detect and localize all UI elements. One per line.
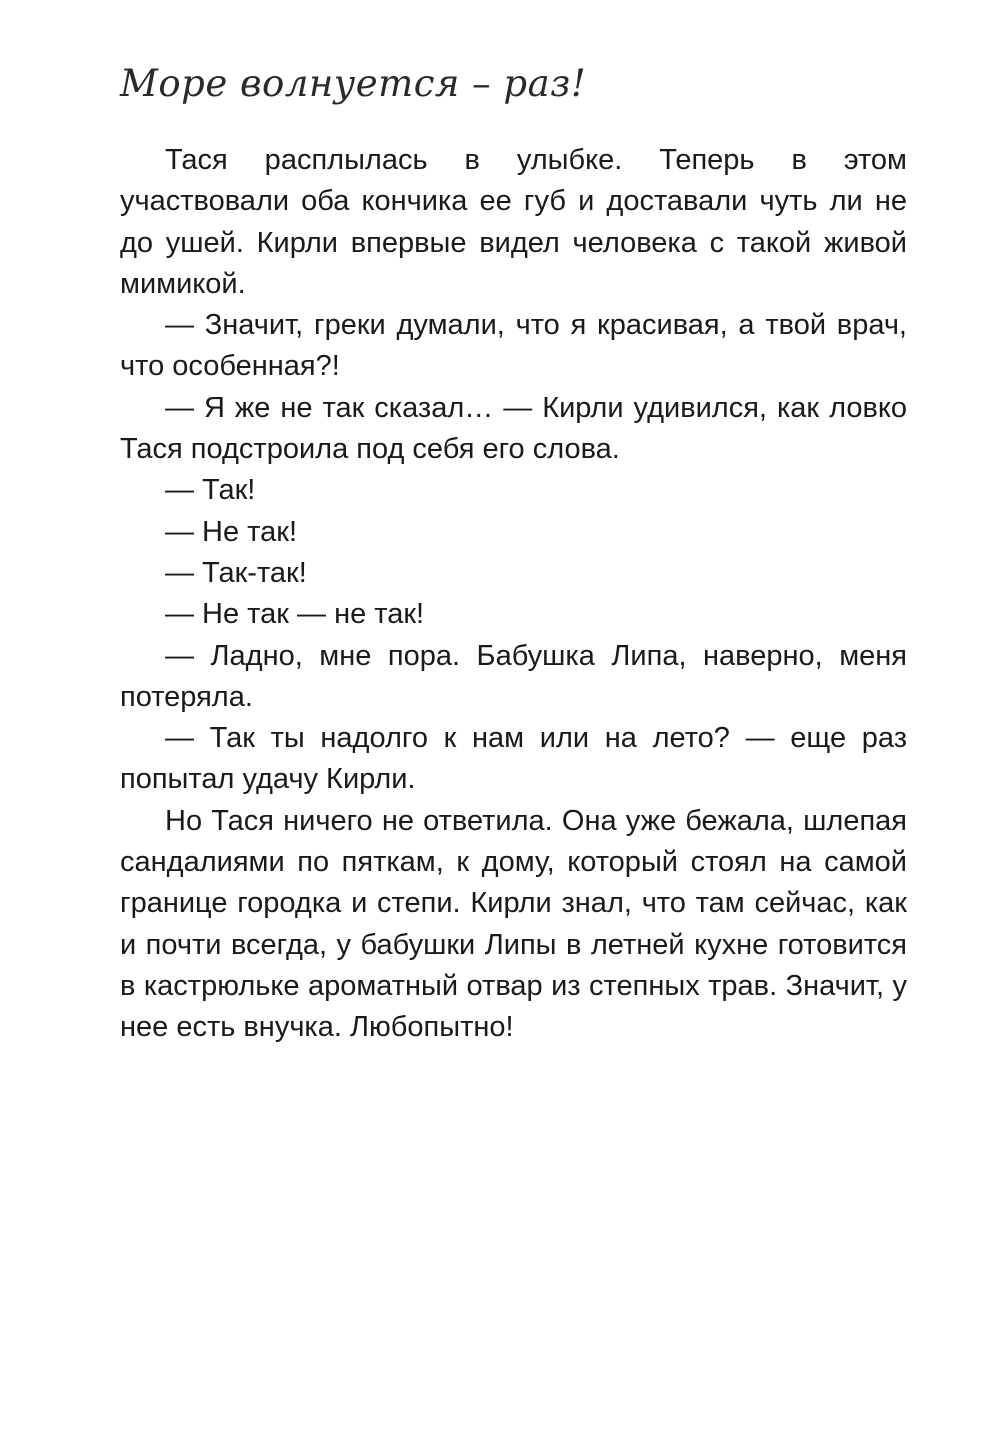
paragraph: — Ладно, мне пора. Бабушка Липа, наверно, меня потеряла.: [120, 639, 907, 713]
paragraph: — Не так — не так!: [165, 598, 425, 631]
body-text: [120, 140, 907, 1049]
paragraph: — Так!: [165, 474, 256, 507]
paragraph: — Я же не так сказал… — Кирли удивился, как ловко Тася подстроила под себя его слова.: [120, 391, 907, 466]
paragraph: — Не так!: [165, 515, 298, 548]
paragraph: — Так-так!: [165, 556, 307, 589]
running-header: Море волнуется – раз!: [120, 62, 587, 105]
paragraph: Но Тася ничего не ответила. Она уже бежала, шлепая сандалиями по пяткам, к дому, который стоял на самой границе городка и степи. Кирли знал, что там сейчас, как и почти всегда, у бабушки Липы в летней кухне готовится в кастрюльке ароматный отвар из степных трав. Значит, у нее есть внучка. Любопытно!: [120, 804, 907, 1044]
paragraph: — Значит, греки думали, что я красивая, а твой врач, что особенная?!: [120, 309, 907, 383]
paragraph: — Так ты надолго к нам или на лето? — еще раз попытал удачу Кирли.: [120, 722, 907, 796]
paragraph: Тася расплылась в улыбке. Теперь в этом участвовали оба кончика ее губ и доставали чуть ли не до ушей. Кирли впервые видел человека с такой живой мимикой.: [120, 144, 907, 300]
